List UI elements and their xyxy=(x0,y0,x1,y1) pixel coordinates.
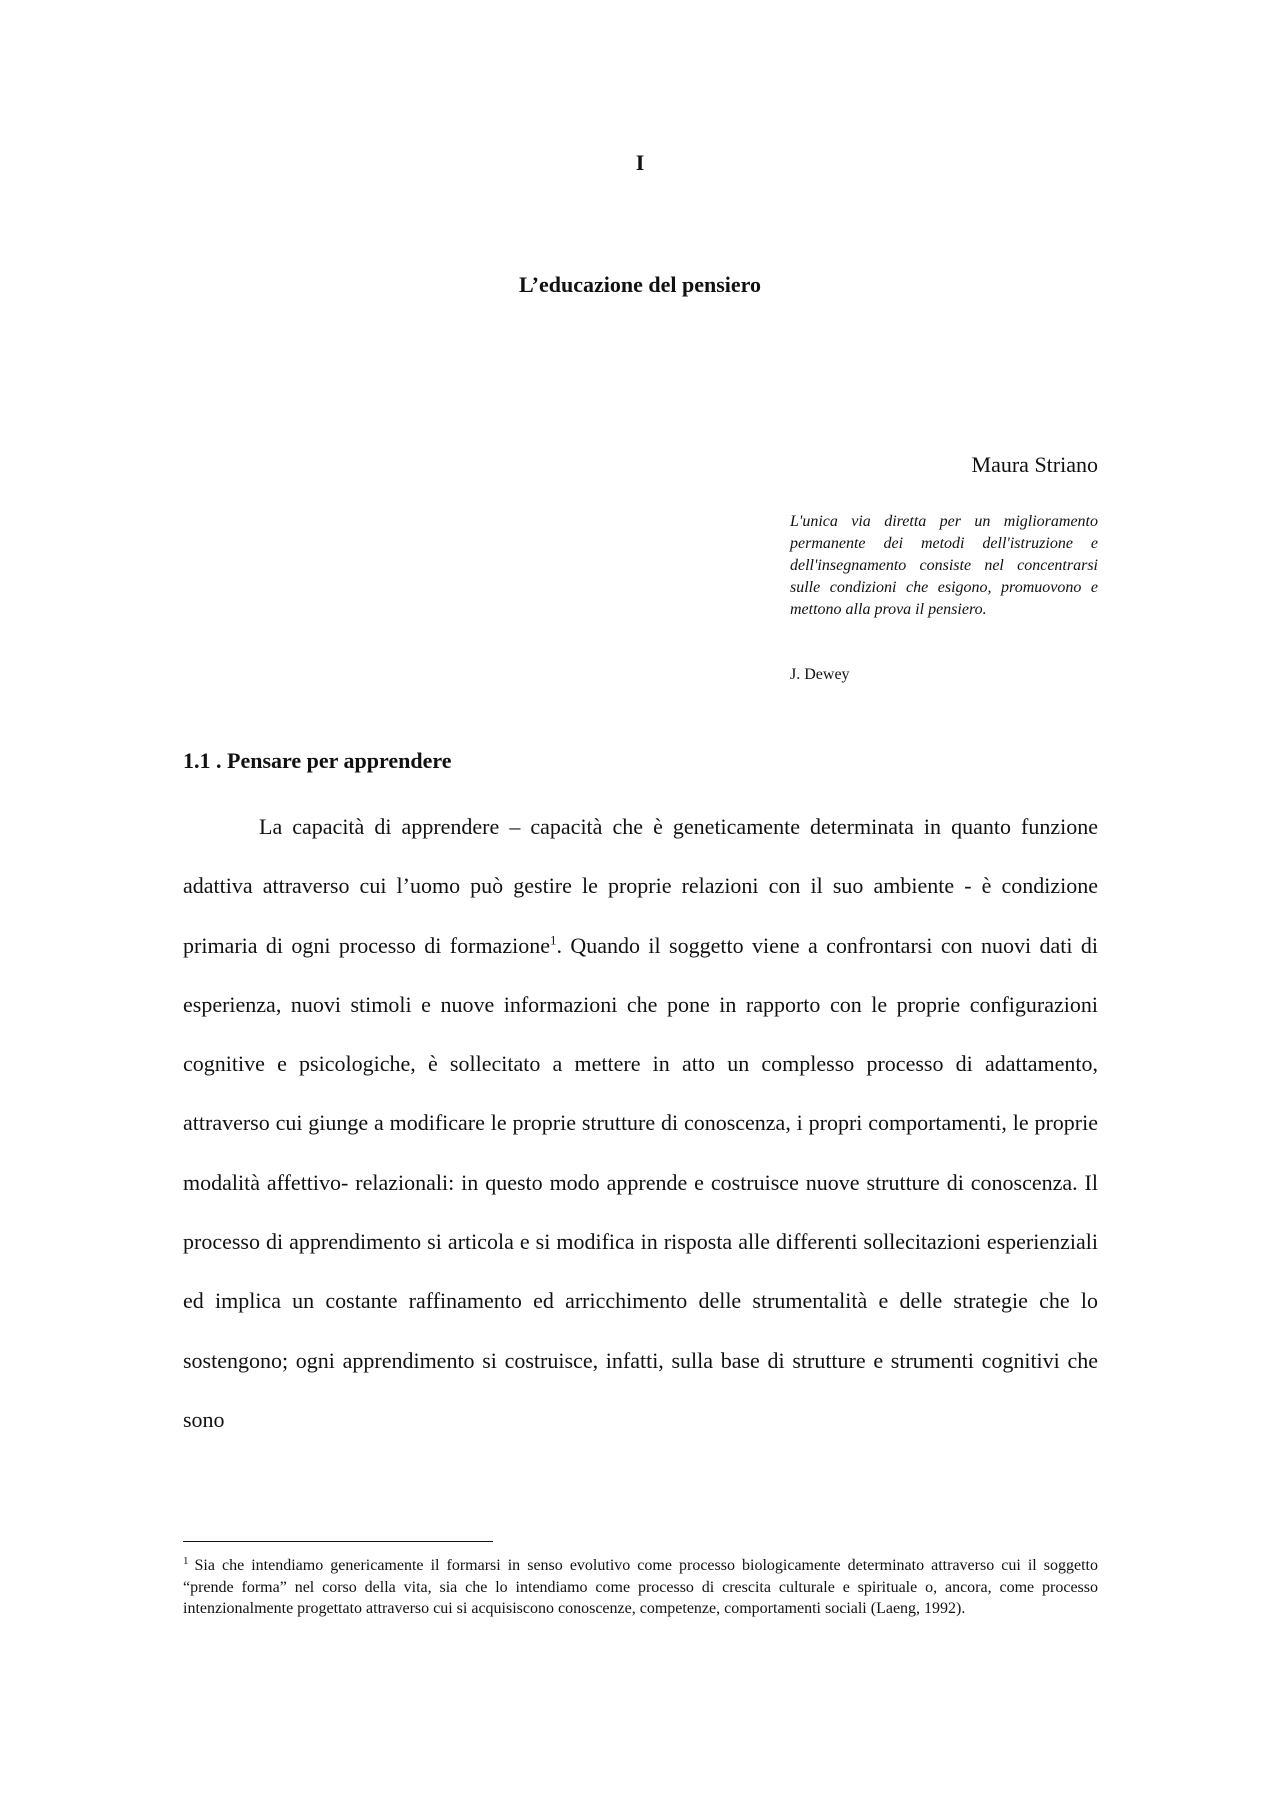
author-name: Maura Striano xyxy=(971,452,1098,477)
footnote-number: 1 xyxy=(183,1554,189,1567)
epigraph-source: J. Dewey xyxy=(790,666,850,683)
body-paragraph-part-2: . Quando il soggetto viene a confrontarsi con nuovi dati di esperienza, nuovi stimoli e nuove informazioni che pone in rapporto con le proprie configurazioni cognitive e psicologiche, è sollecitato a mettere in atto un complesso processo di adattamento, attraverso cui giunge a modificare le proprie strutture di conoscenza, i propri comportamenti, le proprie modalità affettivo- relazionali: in questo modo apprende e costruisce nuove strutture di conoscenza. Il processo di apprendimento si articola e si modifica in risposta alle differenti sollecitazioni esperienziali ed implica un costante raffinamento ed arricchimento delle strumentalità e delle strategie che lo sostengono; ogni apprendimento si costruisce, infatti, sulla base di strutture e strumenti cognitivi che sono xyxy=(183,932,1098,1432)
body-paragraph xyxy=(183,797,1098,1449)
footnote xyxy=(183,1555,1098,1620)
epigraph-quote: L'unica via diretta per un miglioramento permanente dei metodi dell'istruzione e dell'insegnamento consiste nel concentrarsi sulle condizioni che esigono, promuovono e mettono alla prova il pensiero. xyxy=(790,513,1098,618)
chapter-number: I xyxy=(635,150,645,175)
footnote-divider xyxy=(183,1541,493,1542)
section-heading: 1.1 . Pensare per apprendere xyxy=(183,748,452,773)
chapter-title: L’educazione del pensiero xyxy=(518,272,761,297)
footnote-reference[interactable]: 1 xyxy=(549,932,557,948)
body-paragraph-part-1: La capacità di apprendere – capacità che è geneticamente determinata in quanto funzione adattiva attraverso cui l’uomo può gestire le proprie relazioni con il suo ambiente - è condizione primaria di ogni processo di formazione xyxy=(183,814,1098,958)
footnote-text: Sia che intendiamo genericamente il formarsi in senso evolutivo come processo biologicamente determinato attraverso cui il soggetto “prende forma” nel corso della vita, sia che lo intendiamo come processo di crescita culturale e spirituale o, ancora, come processo intenzionalmente progettato attraverso cui si acquisiscono conoscenze, competenze, comportamenti sociali (Laeng, 1992). xyxy=(183,1557,1098,1617)
